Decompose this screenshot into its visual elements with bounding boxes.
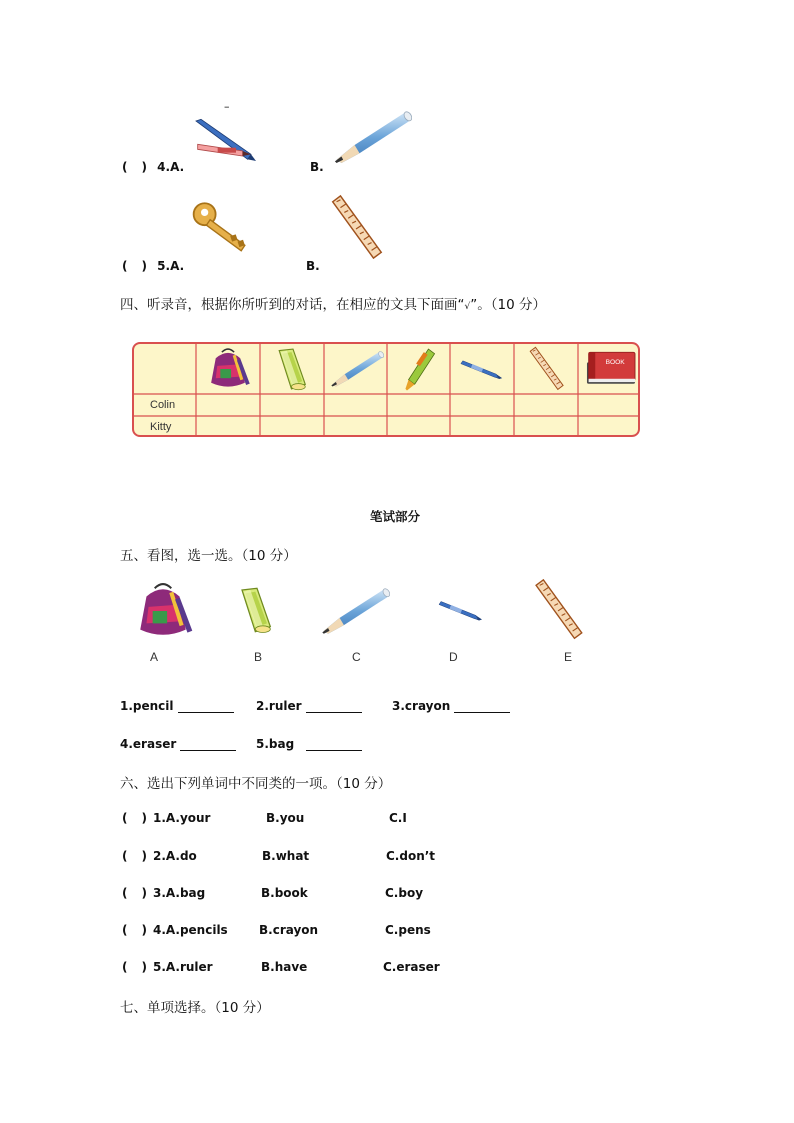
- ruler-icon: [326, 194, 386, 262]
- section4-heading-tail: ”。（10 分）: [470, 297, 546, 313]
- answer-paren-open[interactable]: (: [122, 960, 128, 974]
- option-c: C.boy: [385, 886, 424, 900]
- item5-row: [122, 259, 184, 273]
- option-b: B.book: [261, 886, 308, 900]
- option-letter-b: B: [254, 650, 263, 664]
- answer-paren-close: ): [141, 886, 147, 900]
- q1-label: 1.pencil: [120, 699, 174, 713]
- option-a: 4.A.pencils: [152, 923, 228, 937]
- q3: [392, 699, 510, 713]
- key-icon: [190, 198, 254, 256]
- answer-blank[interactable]: [306, 738, 362, 751]
- item4-b-label: B.: [310, 160, 324, 174]
- answer-paren-open[interactable]: (: [122, 923, 128, 937]
- item4-row: [122, 160, 184, 174]
- q5: [256, 737, 362, 751]
- pen-icon: [400, 346, 440, 392]
- answer-paren-close: ): [141, 849, 147, 863]
- row-label-colin: Colin: [150, 399, 176, 411]
- row-label-kitty: Kitty: [150, 421, 172, 433]
- q5-label: 5.bag: [256, 737, 295, 751]
- option-a: 2.A.do: [152, 849, 197, 863]
- option-b: B.what: [262, 849, 310, 863]
- answer-paren-close: ): [141, 160, 147, 174]
- answer-paren-close: ): [141, 960, 147, 974]
- option-c: C.I: [389, 811, 407, 825]
- schoolbag-icon: [132, 580, 194, 642]
- section6-row-2: [122, 849, 197, 863]
- answer-paren-open[interactable]: (: [122, 886, 128, 900]
- section6-row-1: [122, 811, 210, 825]
- pencil-case-icon: [232, 580, 282, 640]
- answer-blank[interactable]: [306, 700, 362, 713]
- option-letter-d: D: [449, 650, 458, 664]
- written-part-title: 笔试部分: [370, 509, 421, 524]
- section4-heading: [120, 293, 546, 313]
- section4-heading-text: 四、听录音，根据你所听到的对话，在相应的文具下面画“: [120, 297, 465, 313]
- item4-label: 4.A.: [157, 160, 185, 174]
- answer-paren-open[interactable]: (: [122, 160, 128, 174]
- option-letter-e: E: [564, 650, 573, 664]
- section6-row-3: [122, 886, 205, 900]
- option-letter-a: A: [150, 650, 159, 664]
- option-c: C.eraser: [383, 960, 440, 974]
- option-a: 5.A.ruler: [152, 960, 213, 974]
- answer-blank[interactable]: [180, 738, 236, 751]
- section6-heading: 六、选出下列单词中不同类的一项。（10 分）: [120, 776, 392, 792]
- answer-paren-close: ): [141, 923, 147, 937]
- answer-paren-open[interactable]: (: [122, 849, 128, 863]
- crayon-and-pencil-icon: [190, 116, 262, 166]
- q3-label: 3.crayon: [392, 699, 451, 713]
- answer-blank[interactable]: [178, 700, 234, 713]
- crayon-icon: [458, 352, 506, 384]
- answer-paren-close: ): [141, 811, 147, 825]
- ruler-icon: [526, 346, 566, 392]
- q1: [120, 699, 234, 713]
- answer-paren-open[interactable]: (: [122, 811, 128, 825]
- option-b: B.crayon: [259, 923, 319, 937]
- section7-heading: 七、单项选择。（10 分）: [120, 1000, 270, 1016]
- option-b: B.have: [261, 960, 308, 974]
- option-b: B.you: [266, 811, 305, 825]
- item5-label: 5.A.: [157, 259, 185, 273]
- answer-blank[interactable]: [454, 700, 510, 713]
- option-letter-c: C: [352, 650, 361, 664]
- item5-b-label: B.: [306, 259, 320, 273]
- option-c: C.pens: [385, 923, 431, 937]
- book-icon: [582, 346, 640, 390]
- q4-label: 4.eraser: [120, 737, 177, 751]
- top-mark: –: [224, 100, 230, 113]
- q2: [256, 699, 362, 713]
- pencil-icon: [318, 584, 390, 636]
- pencil-icon: [330, 106, 412, 166]
- section6-row-4: [122, 923, 228, 937]
- pencil-icon: [328, 348, 384, 388]
- answer-paren-open[interactable]: (: [122, 259, 128, 273]
- crayon-icon: [436, 592, 486, 626]
- pencil-case-icon: [268, 346, 318, 392]
- option-a: 3.A.bag: [152, 886, 206, 900]
- section5-heading: 五、看图，选一选。（10 分）: [120, 548, 297, 564]
- answer-paren-close: ): [141, 259, 147, 273]
- option-c: C.don’t: [386, 849, 436, 863]
- ruler-icon: [530, 578, 586, 642]
- schoolbag-icon: [202, 346, 254, 392]
- check-mark: √: [464, 302, 471, 312]
- section6-row-5: [122, 960, 213, 974]
- q4: [120, 737, 236, 751]
- option-a: 1.A.your: [152, 811, 211, 825]
- q2-label: 2.ruler: [256, 699, 302, 713]
